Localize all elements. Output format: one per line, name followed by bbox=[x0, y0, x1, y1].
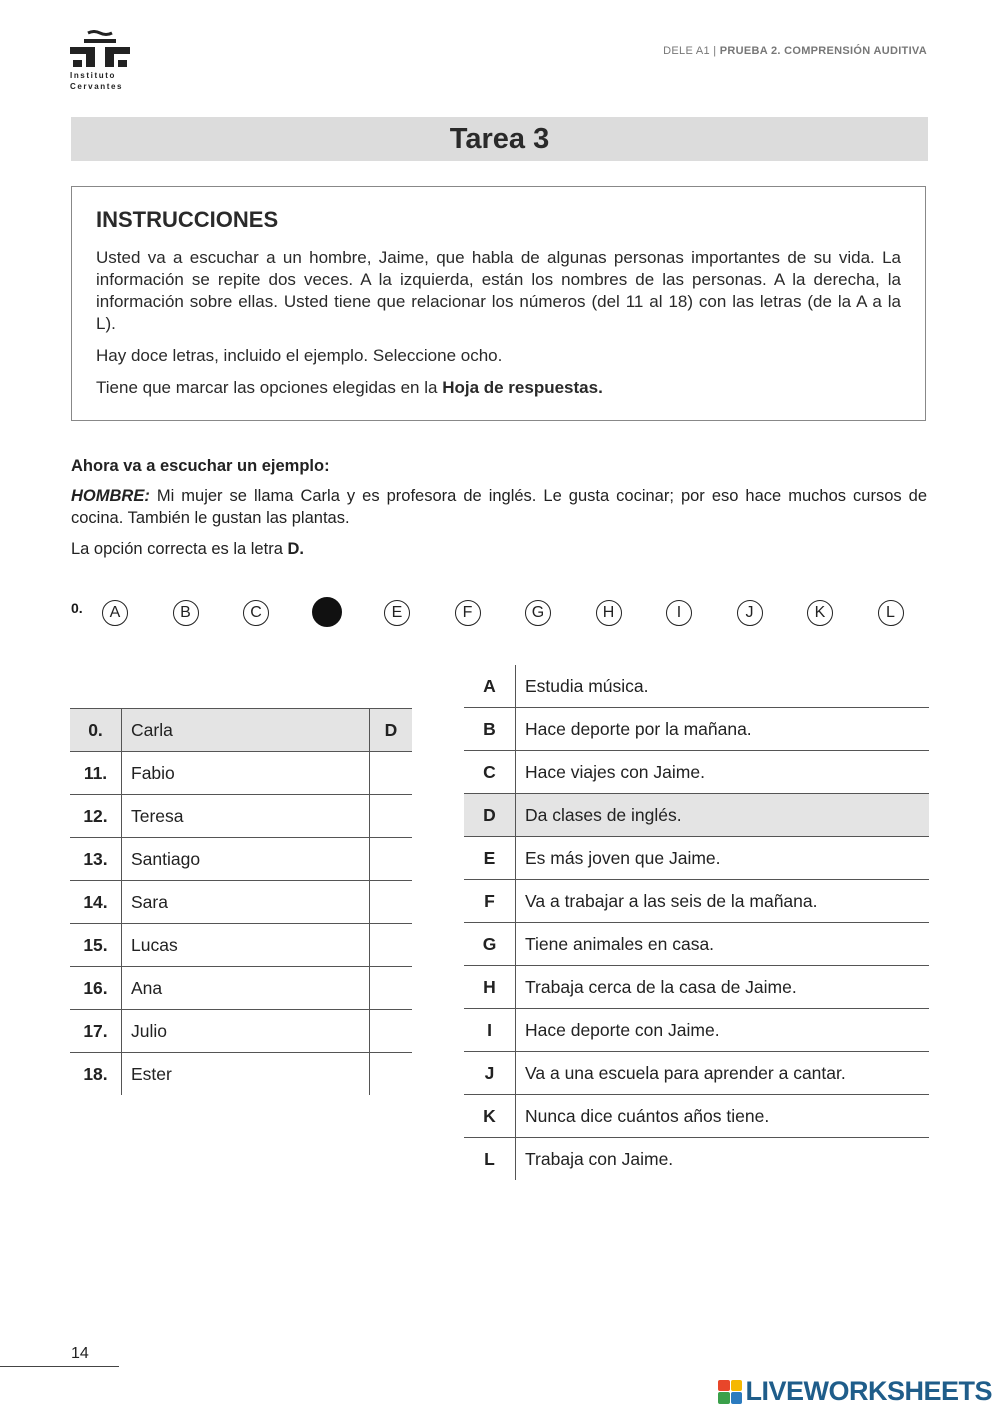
statement-letter: L bbox=[464, 1138, 516, 1181]
statement-letter: F bbox=[464, 880, 516, 923]
answer-cell[interactable] bbox=[370, 924, 413, 967]
option-bubble-k[interactable]: K bbox=[807, 600, 833, 626]
option-bubble-g[interactable]: G bbox=[525, 600, 551, 626]
speaker-label: HOMBRE: bbox=[71, 487, 150, 505]
logo-line-2: Cervantes bbox=[70, 82, 124, 91]
person-number: 12. bbox=[70, 795, 122, 838]
option-bubble-h[interactable]: H bbox=[596, 600, 622, 626]
statement-row bbox=[464, 837, 929, 880]
statement-letter: J bbox=[464, 1052, 516, 1095]
brand-tile bbox=[718, 1392, 730, 1404]
person-number: 17. bbox=[70, 1010, 122, 1053]
people-row bbox=[70, 838, 412, 881]
instructions-paragraph-3 bbox=[96, 377, 901, 399]
people-row bbox=[70, 752, 412, 795]
liveworksheets-text: LIVEWORKSHEETS bbox=[745, 1376, 992, 1406]
page-title: Tarea 3 bbox=[449, 122, 550, 155]
person-name: Sara bbox=[122, 881, 370, 924]
statement-row bbox=[464, 751, 929, 794]
statement-text: Hace viajes con Jaime. bbox=[516, 751, 930, 794]
instructions-heading: INSTRUCCIONES bbox=[96, 207, 279, 232]
statement-letter: G bbox=[464, 923, 516, 966]
title-bar bbox=[71, 117, 928, 161]
option-bubble-i[interactable]: I bbox=[666, 600, 692, 626]
statement-text: Estudia música. bbox=[516, 665, 930, 708]
person-name: Ester bbox=[122, 1053, 370, 1096]
people-row bbox=[70, 924, 412, 967]
statements-table bbox=[464, 665, 929, 1180]
answer-cell[interactable] bbox=[370, 1010, 413, 1053]
answer-cell[interactable] bbox=[370, 881, 413, 924]
example-answer bbox=[71, 538, 927, 560]
option-bubble-j[interactable]: J bbox=[737, 600, 763, 626]
example-transcript bbox=[71, 485, 927, 529]
statement-letter: E bbox=[464, 837, 516, 880]
statement-row bbox=[464, 1095, 929, 1138]
statement-letter: D bbox=[464, 794, 516, 837]
people-row bbox=[70, 881, 412, 924]
person-number: 0. bbox=[70, 709, 122, 752]
answer-cell[interactable] bbox=[370, 795, 413, 838]
option-bubble-b[interactable]: B bbox=[173, 600, 199, 626]
statement-row bbox=[464, 708, 929, 751]
statement-row bbox=[464, 794, 929, 837]
person-name: Ana bbox=[122, 967, 370, 1010]
person-number: 18. bbox=[70, 1053, 122, 1096]
statement-text: Trabaja con Jaime. bbox=[525, 1148, 674, 1169]
statement-row bbox=[464, 880, 929, 923]
person-name: Lucas bbox=[122, 924, 370, 967]
option-bubble-f[interactable]: F bbox=[455, 600, 481, 626]
statement-row bbox=[464, 1052, 929, 1095]
answer-cell[interactable] bbox=[370, 752, 413, 795]
logo-line-1: Instituto bbox=[70, 71, 116, 80]
person-number: 16. bbox=[70, 967, 122, 1010]
answer-cell[interactable] bbox=[370, 838, 413, 881]
option-bubble-d[interactable] bbox=[312, 597, 342, 627]
liveworksheets-icon bbox=[718, 1380, 742, 1404]
answer-cell: D bbox=[370, 709, 413, 752]
statement-letter: K bbox=[464, 1095, 516, 1138]
statement-text: Es más joven que Jaime. bbox=[516, 837, 930, 880]
statement-text: Va a trabajar a las seis de la mañana. bbox=[516, 880, 930, 923]
person-name: Julio bbox=[122, 1010, 370, 1053]
person-name: Fabio bbox=[122, 752, 370, 795]
statement-text: Da clases de inglés. bbox=[516, 794, 930, 837]
statement-letter: A bbox=[464, 665, 516, 708]
people-table bbox=[70, 708, 412, 1095]
brand-tile bbox=[731, 1392, 743, 1404]
option-bubble-c[interactable]: C bbox=[243, 600, 269, 626]
answer-prefix: La opción correcta es la letra bbox=[71, 540, 288, 558]
option-bubble-e[interactable]: E bbox=[384, 600, 410, 626]
person-name: Carla bbox=[122, 709, 370, 752]
statement-letter: H bbox=[464, 966, 516, 1009]
example-heading: Ahora va a escuchar un ejemplo: bbox=[71, 457, 330, 475]
section-name: PRUEBA 2. COMPRENSIÓN AUDITIVA bbox=[719, 45, 927, 57]
people-row bbox=[70, 1010, 412, 1053]
instructions-box bbox=[71, 186, 926, 421]
statement-row bbox=[464, 923, 929, 966]
example-section bbox=[71, 457, 927, 569]
statement-text: Hace deporte por la mañana. bbox=[516, 708, 930, 751]
statement-text: Va a una escuela para aprender a cantar. bbox=[516, 1052, 930, 1095]
brand-tile bbox=[731, 1380, 743, 1392]
statement-text: Hace deporte con Jaime. bbox=[516, 1009, 930, 1052]
statement-letter: I bbox=[464, 1009, 516, 1052]
statement-text: Trabaja cerca de la casa de Jaime. bbox=[516, 966, 930, 1009]
liveworksheets-brand bbox=[718, 1376, 992, 1407]
statement-row bbox=[464, 665, 929, 708]
people-row bbox=[70, 1053, 412, 1096]
logo-text bbox=[70, 70, 123, 92]
person-number: 15. bbox=[70, 924, 122, 967]
statement-row bbox=[464, 1138, 929, 1181]
people-row bbox=[70, 795, 412, 838]
statement-letter: C bbox=[464, 751, 516, 794]
person-name: Santiago bbox=[122, 838, 370, 881]
person-number: 13. bbox=[70, 838, 122, 881]
option-bubble-a[interactable]: A bbox=[102, 600, 128, 626]
exam-name: DELE A1 | bbox=[663, 45, 717, 57]
statement-row bbox=[464, 966, 929, 1009]
example-text: Mi mujer se llama Carla y es profesora de inglés. Le gusta cocinar; por eso hace muchos cursos de cocina. También le gustan las plantas. bbox=[71, 487, 927, 527]
page-number: 14 bbox=[71, 1345, 89, 1362]
people-row bbox=[70, 967, 412, 1010]
people-row bbox=[70, 709, 412, 752]
person-name: Teresa bbox=[122, 795, 370, 838]
instructions-p3-text: Tiene que marcar las opciones elegidas en la bbox=[96, 378, 443, 397]
example-row-label: 0. bbox=[71, 600, 83, 616]
instructions-paragraph-1: Usted va a escuchar a un hombre, Jaime, que habla de algunas personas importantes de su vida. La información se repite dos veces. A la izquierda, están los nombres de las personas. A la derecha, la información sobre ellas. Usted tiene que relacionar los números (del 11 al 18) con las letras (de la A a la L). bbox=[96, 248, 901, 333]
brand-tile bbox=[718, 1380, 730, 1392]
statement-row bbox=[464, 1009, 929, 1052]
statement-text: Tiene animales en casa. bbox=[516, 923, 930, 966]
page-number-rule bbox=[0, 1366, 119, 1367]
option-bubble-l[interactable]: L bbox=[878, 600, 904, 626]
answer-letter: D. bbox=[287, 540, 304, 558]
instructions-paragraph-2: Hay doce letras, incluido el ejemplo. Seleccione ocho. bbox=[96, 346, 503, 365]
answer-cell[interactable] bbox=[370, 967, 413, 1010]
statement-letter: B bbox=[464, 708, 516, 751]
header-section-label bbox=[663, 45, 927, 57]
person-number: 11. bbox=[70, 752, 122, 795]
answer-cell[interactable] bbox=[370, 1053, 413, 1096]
answer-sheet-reference: Hoja de respuestas. bbox=[442, 378, 603, 397]
person-number: 14. bbox=[70, 881, 122, 924]
statement-text: Nunca dice cuántos años tiene. bbox=[516, 1095, 930, 1138]
